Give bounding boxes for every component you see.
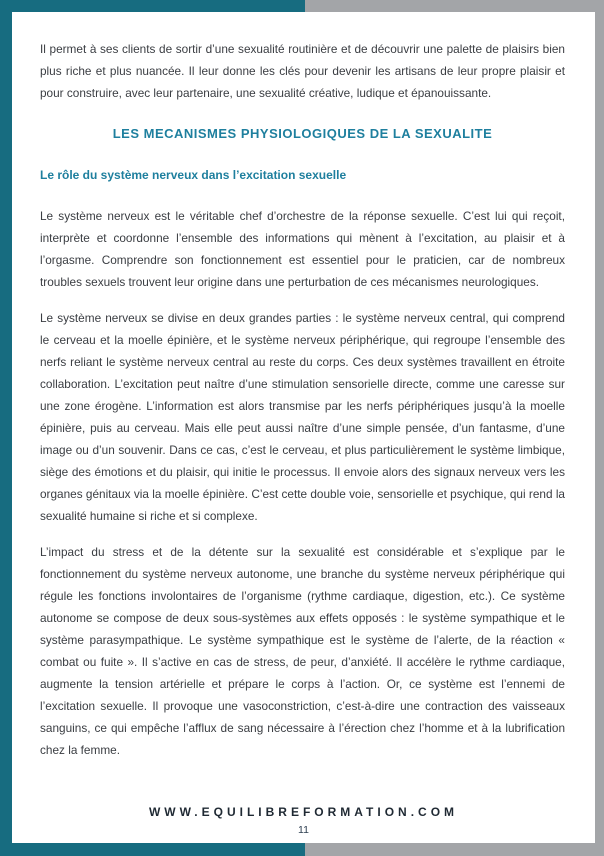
top-border-teal [0,0,305,12]
section-title: LES MECANISMES PHYSIOLOGIQUES DE LA SEXUALITE [112,126,493,141]
intro-paragraph: Il permet à ses clients de sortir d’une sexualité routinière et de découvrir une palette de plaisirs bien plus riche et plus nuancée. Il leur donne les clés pour devenir les artisans de leur propre plaisir et pour construire, avec leur partenaire, une sexualité créative, ludique et épanouissante. [40,42,565,100]
body-paragraph-1: Le système nerveux est le véritable chef d’orchestre de la réponse sexuelle. C’est lui qui reçoit, interprète et coordonne l’ensemble des informations qui mènent à l’excitation, au plaisir et à l’orgasme. Comprendre son fonctionnement est essentiel pour le praticien, car de nombreux troubles sexuels trouvent leur origine dans une perturbation de ces mécanismes neurologiques. [40,209,565,289]
bottom-border-gray [305,843,604,856]
body-paragraph-2: Le système nerveux se divise en deux grandes parties : le système nerveux central, qui comprend le cerveau et la moelle épinière, et le système nerveux périphérique, qui regroupe l’ensemble des nerfs reliant le système nerveux central au reste du corps. Ces deux systèmes travaillent en étroite collaboration. L’excitation peut naître d’une stimulation sensorielle directe, comme une caresse sur une zone érogène. L’information est alors transmise par les nerfs périphériques jusqu’à la moelle épinière, puis au cerveau. Mais elle peut aussi naître d’une simple pensée, d’un fantasme, d’une image ou d’un souvenir. Dans ce cas, c’est le cerveau, et plus particulièrement le système limbique, siège des émotions et du plaisir, qui initie le processus. Il envoie alors des signaux nerveux vers les organes génitaux via la moelle épinière. C’est cette double voie, sensorielle et psychique, qui rend la sexualité humaine si riche et si complexe. [40,311,565,523]
page-number: 11 [298,824,309,836]
footer-website-url: WWW.EQUILIBREFORMATION.COM [148,805,459,819]
left-border-teal [0,0,12,856]
subsection-title: Le rôle du système nerveux dans l’excitation sexuelle [40,168,347,182]
right-border-gray [595,0,604,856]
bottom-border-teal [0,843,305,856]
body-paragraph-3: L’impact du stress et de la détente sur la sexualité est considérable et s’explique par le fonctionnement du système nerveux autonome, une branche du système nerveux périphérique qui régule les fonctions involontaires de l’organisme (rythme cardiaque, digestion, etc.). Ce système autonome se compose de deux sous-systèmes aux effets opposés : le système sympathique et le système parasympathique. Le système sympathique est le système de l’alerte, de la réaction « combat ou fuite ». Il s’active en cas de stress, de peur, d’anxiété. Il accélère le rythme cardiaque, augmente la tension artérielle et prépare le corps à l’action. Or, ce système est l’ennemi de l’excitation sexuelle. Il provoque une vasoconstriction, c’est-à-dire une contraction des vaisseaux sanguins, ce qui empêche l’afflux de sang nécessaire à l’érection chez l’homme et à la lubrification chez la femme. [40,545,565,757]
top-border-gray [305,0,604,12]
document-content [40,38,565,775]
